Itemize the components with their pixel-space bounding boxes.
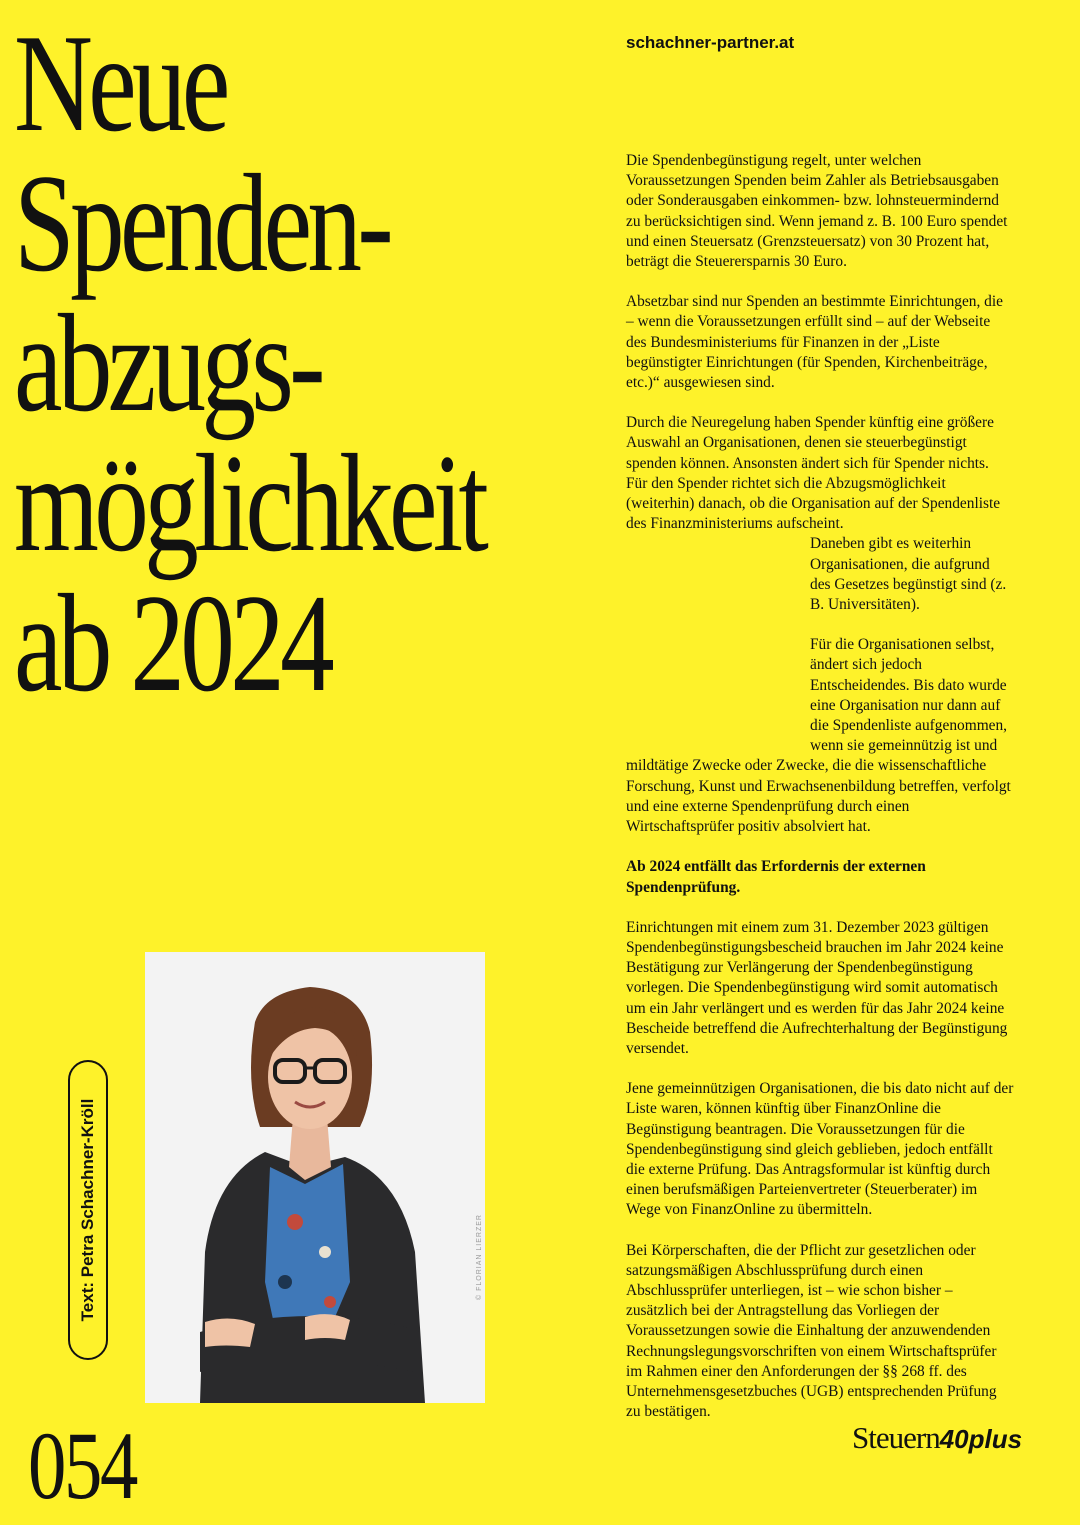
site-url: schachner-partner.at: [626, 33, 795, 52]
photo-credit: © FLORIAN LIERZER: [476, 1214, 483, 1300]
author-photo: [145, 952, 485, 1403]
brand-serif: Steuern: [852, 1420, 940, 1455]
paragraph-6-highlight: Ab 2024 entfällt das Erfordernis der externen Spendenprüfung.: [626, 858, 926, 896]
brand-logo: [852, 1420, 1022, 1456]
headline: [14, 6, 485, 721]
headline-line-5: ab 2024: [14, 566, 331, 721]
paragraph-4: Daneben gibt es weiterhin Organisationen, die aufgrund des Gesetzes begünstigt sind (z. B. Universitäten).: [810, 535, 1007, 614]
headline-line-3: abzugs-: [14, 286, 321, 441]
paragraph-2: Absetzbar sind nur Spenden an bestimmte Einrichtungen, die – wenn die Voraussetzungen erfüllt sind – auf der Webseite des Bundesministeriums für Finanzen in der „Liste begünstigter Einrichtungen (für Spenden, Kirchenbeiträge, etc.)“ ausgewiesen sind.: [626, 293, 1003, 392]
article-body: [626, 151, 1014, 1442]
paragraph-5b: mildtätige Zwecke oder Zwecke, die die wissenschaftliche Forschung, Kunst und Erwachsenenbildung betreffen, verfolgt und eine externe Spendenprüfung durch einen Wirtschaftsprüfer positiv absolviert hat.: [626, 757, 1011, 836]
brand-bold: 40plus: [939, 1424, 1023, 1454]
headline-line-4: möglichkeit: [14, 426, 485, 581]
paragraph-7: Einrichtungen mit einem zum 31. Dezember 2023 gültigen Spendenbegünstigungsbescheid brauchen im Jahr 2024 keine Bestätigung zur Verlängerung der Spendenbegünstigung vorlegen. Die Spendenbegünstigung wird somit automatisch um ein Jahr verlängert und es werden für das Jahr 2024 keine Bescheide betreffend die Aufrechterhaltung der Begünstigung versendet.: [626, 918, 1008, 1057]
paragraph-1: Die Spendenbegünstigung regelt, unter welchen Voraussetzungen Spenden beim Zahler als Betriebsausgaben oder Sonderausgaben einkommen- bzw. lohnsteuermindernd zu berücksichtigen sind. Wenn jemand z. B. 100 Euro spendet und einen Steuersatz (Grenzsteuersatz) von 30 Prozent hat, beträgt die Steuerersparnis 30 Euro.: [626, 152, 1008, 271]
author-badge: [68, 1060, 108, 1360]
headline-line-2: Spenden-: [14, 146, 389, 301]
paragraph-9: Bei Körperschaften, die der Pflicht zur gesetzlichen oder satzungsmäßigen Abschlussprüfung durch einen Abschlussprüfer unterliegen, ist – wie schon bisher – zusätzlich bei der Antragstellung das Vorliegen der Voraussetzungen sowie die Einhaltung der anzuwendenden Rechnungslegungsvorschriften von einem Wirtschaftsprüfer im Rahmen einer den Anforderungen der §§ 268 ff. des Unternehmensgesetzbuches (UGB) entsprechenden Prüfung zu bestätigen.: [626, 1241, 997, 1421]
paragraph-8: Jene gemeinnützigen Organisationen, die bis dato nicht auf der Liste waren, können künftig über FinanzOnline die Begünstigung beantragen. Die Voraussetzungen für die Spendenbegünstigung sind gleich geblieben, jedoch entfällt die externe Prüfung. Das Antragsformular ist künftig durch einen berufsmäßigen Parteienvertreter (Steuerberater) im Wege von FinanzOnline zu übermitteln.: [626, 1080, 1014, 1219]
paragraph-3: Durch die Neuregelung haben Spender künftig eine größere Auswahl an Organisationen, denen sie steuerbegünstigt spenden können. Ansonsten ändert sich für Spender nichts. Für den Spender richtet sich die Abzugsmöglichkeit (weiterhin) danach, ob die Organisation auf der Spendenliste des Finanzministeriums aufscheint.: [626, 414, 1001, 533]
headline-line-1: Neue: [14, 6, 226, 161]
page-number: 054: [28, 1412, 136, 1519]
author-label: Text: Petra Schachner-Kröll: [78, 1098, 97, 1322]
paragraph-5a: Für die Organisationen selbst, ändert sich jedoch Entscheidendes. Bis dato wurde eine Organisation nur dann auf die Spendenliste aufgenommen, wenn sie gemeinnützig ist und: [810, 636, 1008, 755]
